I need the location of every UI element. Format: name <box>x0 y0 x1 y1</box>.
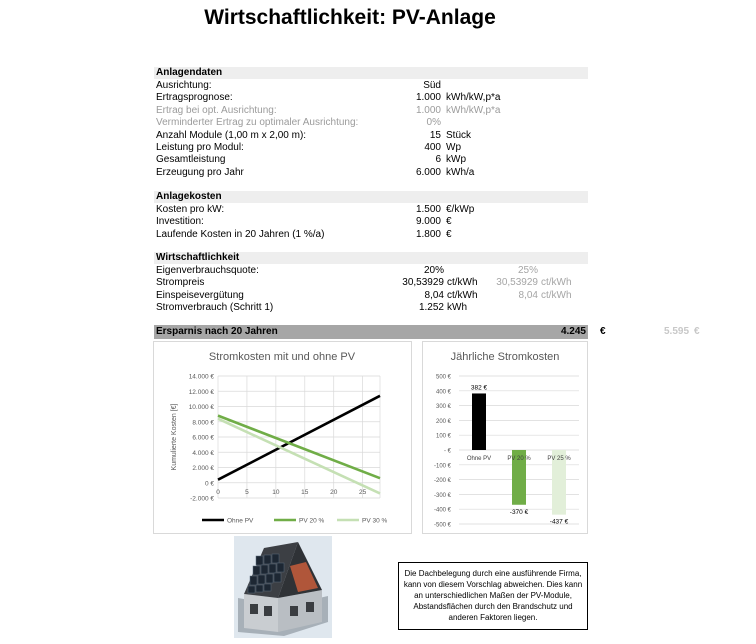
row-value: 1.252 <box>418 302 444 314</box>
ersparnis-unit2: € <box>694 326 700 337</box>
table-row <box>156 277 586 289</box>
y-tick-label: 100 € <box>435 433 451 440</box>
y-tick-label: 12.000 € <box>188 388 214 396</box>
table-row <box>156 92 586 104</box>
note-box: Die Dachbelegung durch eine ausführende Firma, kann von diesem Vorschlag abweichen. Dies kann an unterschiedlichen Maßen der PV-Module, Abstandsflächen durch den Brandschutz und anderen Faktoren liegen. <box>398 562 588 630</box>
y-tick-label: - € <box>443 448 451 455</box>
y-tick-label: 500 € <box>435 374 451 381</box>
row-value: 6 <box>435 154 441 166</box>
row-value2: 8,04 <box>518 289 538 301</box>
y-tick-label: 0 € <box>204 480 214 488</box>
ersparnis-unit: € <box>600 326 606 337</box>
x-tick-label: 0 <box>216 488 220 496</box>
row-label: Kosten pro kW: <box>156 204 225 215</box>
page-title: Wirtschaftlichkeit: PV-Anlage <box>204 6 496 29</box>
x-category-label: PV 20 % <box>507 456 531 462</box>
table-row <box>156 167 586 179</box>
x-category-label: PV 25 % <box>547 456 571 462</box>
row-value: 6.000 <box>415 166 441 178</box>
row-unit: ct/kWh <box>447 289 478 301</box>
series-line-ohne-pv <box>218 396 380 480</box>
bar-chart-panel <box>422 341 588 534</box>
row-value: 15 <box>429 129 441 141</box>
row-value: 8,04 <box>424 289 444 301</box>
data-label: 382 € <box>470 384 488 392</box>
row-unit: kWh/kW,p*a <box>446 104 501 116</box>
y-tick-label: 200 € <box>435 418 451 425</box>
series-line-pv-30- <box>218 419 380 494</box>
row-unit: Wp <box>446 142 461 153</box>
y-tick-label: -200 € <box>433 478 451 485</box>
x-tick-label: 15 <box>301 488 309 496</box>
bar-chart <box>423 342 587 533</box>
table-row <box>156 216 586 228</box>
row-value: 1.500 <box>415 204 441 215</box>
row-unit: Stück <box>446 129 472 141</box>
row-label: Stromverbrauch (Schritt 1) <box>156 302 274 314</box>
legend-label: PV 30 % <box>362 517 388 525</box>
row-value: 9.000 <box>415 216 441 228</box>
row-unit: € <box>446 228 452 240</box>
x-tick-label: 10 <box>272 488 280 496</box>
row-label: Ertragsprognose: <box>156 92 233 104</box>
row-unit2: ct/kWh <box>541 289 572 301</box>
y-tick-label: 6.000 € <box>192 434 214 442</box>
legend-label: Ohne PV <box>227 517 254 525</box>
ersparnis-value: 4.245 <box>560 326 586 337</box>
table-row <box>156 229 586 241</box>
chart-title: Stromkosten mit und ohne PV <box>208 351 356 363</box>
chart-title: Jährliche Stromkosten <box>450 351 560 363</box>
row-label: Investition: <box>156 216 204 228</box>
x-tick-label: 5 <box>245 488 249 496</box>
row-value: Süd <box>423 80 441 91</box>
row-value2: 30,53929 <box>496 277 538 289</box>
row-value: 20% <box>423 265 444 276</box>
row-unit: kWh <box>447 302 467 314</box>
table-row <box>156 290 586 302</box>
row-label: Laufende Kosten in 20 Jahren (1 %/a) <box>156 228 325 240</box>
y-tick-label: -500 € <box>433 522 451 529</box>
bar-ohne-pv <box>472 393 486 450</box>
series-line-pv-20- <box>218 416 380 479</box>
table-row <box>156 130 586 142</box>
y-tick-label: 14.000 € <box>188 373 214 381</box>
data-label: -437 € <box>549 518 569 526</box>
row-unit: ct/kWh <box>447 277 478 289</box>
row-label: Gesamtleistung <box>156 154 226 166</box>
y-tick-label: -2.000 € <box>190 495 214 503</box>
row-value: 1.000 <box>415 104 441 116</box>
table-row <box>156 154 586 166</box>
section-wirtschaftlichkeit-header: Wirtschaftlichkeit <box>154 252 588 264</box>
data-label: -370 € <box>509 508 529 516</box>
y-tick-label: 300 € <box>435 404 451 411</box>
row-label: Verminderter Ertrag zu optimaler Ausrichtung: <box>156 117 359 129</box>
y-tick-label: 2.000 € <box>192 465 214 472</box>
y-axis-label: Kumulierte Kosten [€] <box>171 403 178 471</box>
row-unit: kWp <box>446 154 466 166</box>
legend-label: PV 20 % <box>299 517 325 525</box>
x-tick-label: 20 <box>330 488 338 496</box>
row-value: 0% <box>426 117 441 129</box>
row-value: 1.800 <box>415 228 441 240</box>
table-row <box>156 80 586 92</box>
row-label: Ertrag bei opt. Ausrichtung: <box>156 104 277 116</box>
row-unit: €/kWp <box>446 204 475 215</box>
row-unit: kWh/a <box>446 166 475 178</box>
y-tick-label: 400 € <box>435 389 451 396</box>
table-row <box>156 117 586 129</box>
row-value2: 25% <box>517 265 538 276</box>
ersparnis-label: Ersparnis nach 20 Jahren <box>156 326 278 337</box>
x-category-label: Ohne PV <box>466 456 492 462</box>
x-tick-label: 25 <box>359 488 367 496</box>
ersparnis-value2: 5.595 <box>664 326 690 337</box>
row-unit: € <box>446 216 452 228</box>
table-row <box>156 105 586 117</box>
y-tick-label: 10.000 € <box>188 404 214 411</box>
y-tick-label: 4.000 € <box>192 449 214 457</box>
section-anlagendaten-header: Anlagendaten <box>154 67 588 79</box>
table-row <box>156 265 586 277</box>
row-value: 400 <box>424 142 441 153</box>
row-label: Einspeisevergütung <box>156 289 244 301</box>
table-row <box>156 302 586 314</box>
row-label: Anzahl Module (1,00 m x 2,00 m): <box>156 129 307 141</box>
table-row <box>156 142 586 154</box>
y-tick-label: -100 € <box>433 463 451 470</box>
row-label: Leistung pro Modul: <box>156 142 244 153</box>
row-label: Ausrichtung: <box>156 80 212 91</box>
row-label: Erzeugung pro Jahr <box>156 166 244 178</box>
row-unit2: ct/kWh <box>541 277 572 289</box>
table-row <box>156 204 586 216</box>
row-value: 30,53929 <box>402 277 444 289</box>
y-tick-label: 8.000 € <box>192 419 214 427</box>
ersparnis-row <box>154 325 700 339</box>
y-tick-label: -400 € <box>433 507 451 514</box>
y-tick-label: -300 € <box>433 492 451 499</box>
row-value: 1.000 <box>415 92 441 104</box>
row-label: Eigenverbrauchsquote: <box>156 265 259 276</box>
row-label: Strompreis <box>156 277 205 289</box>
line-chart <box>154 342 411 533</box>
section-anlagekosten-header: Anlagekosten <box>154 191 588 203</box>
line-chart-panel <box>153 341 412 534</box>
row-unit: kWh/kW,p*a <box>446 92 501 104</box>
house-illustration <box>234 536 332 638</box>
